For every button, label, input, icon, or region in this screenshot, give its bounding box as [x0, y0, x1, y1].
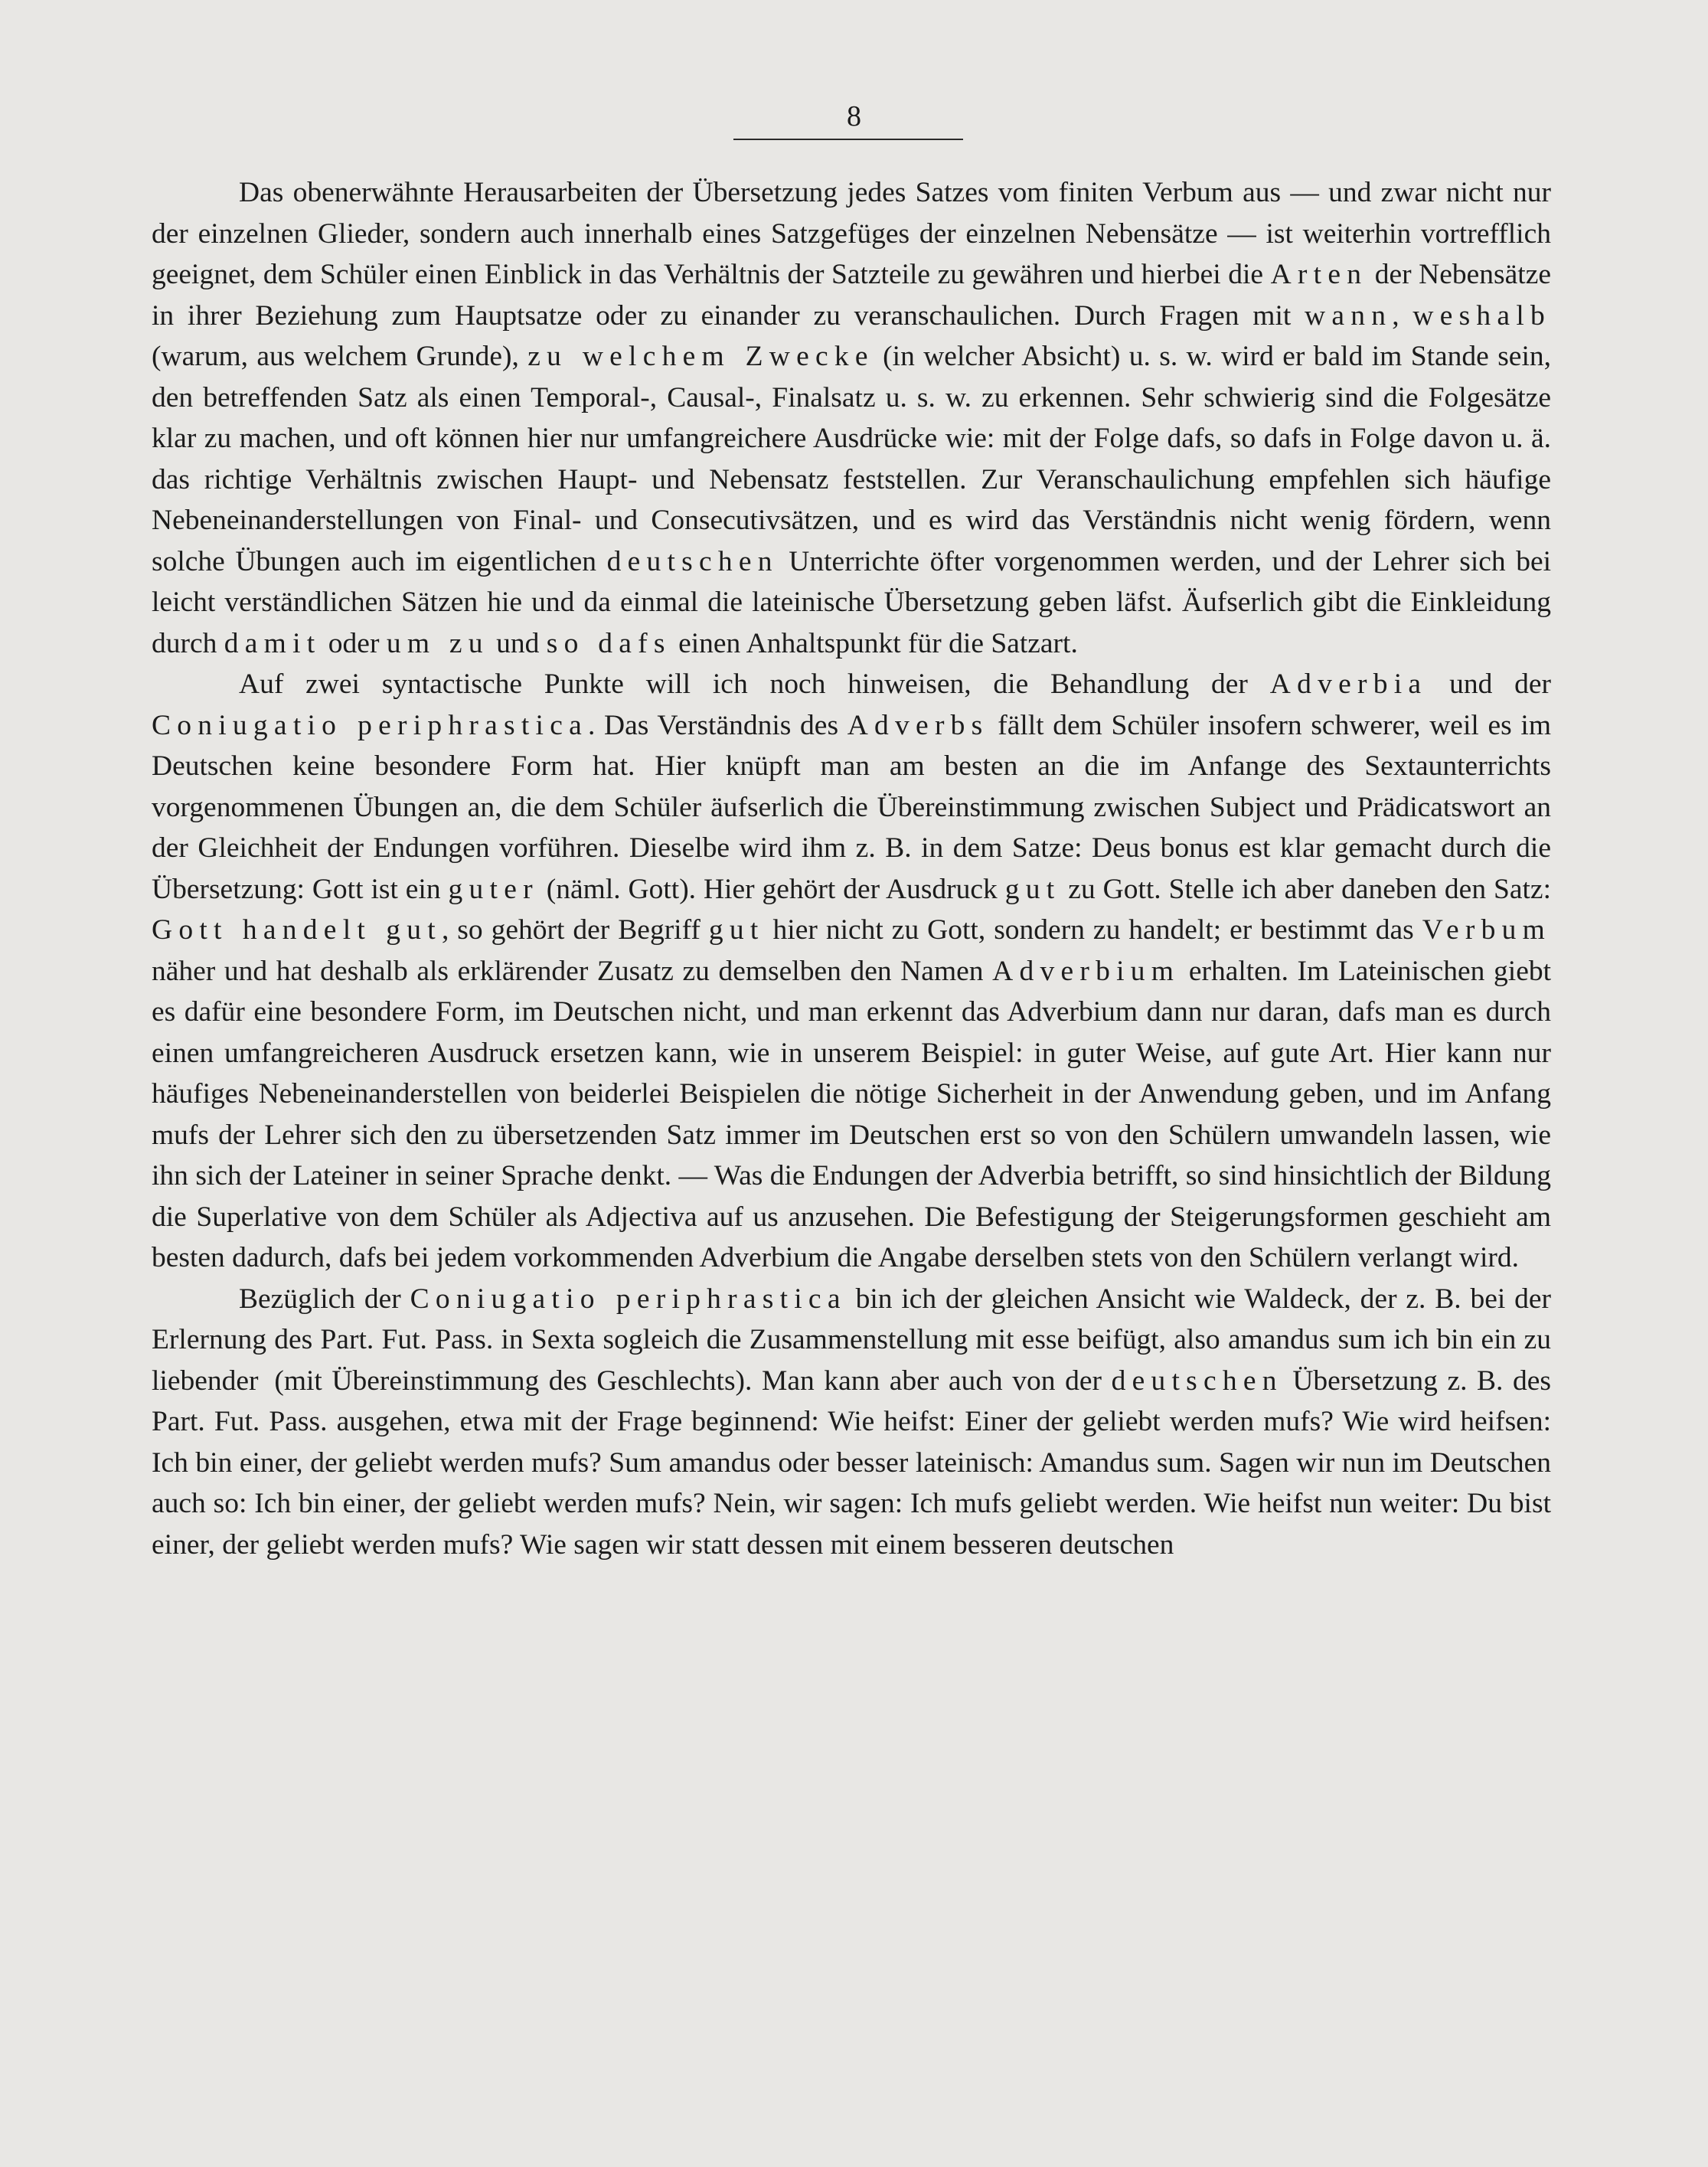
paragraph	[152, 1279, 1551, 1566]
emphasized-text: so dafs	[546, 627, 671, 659]
text-run: näher und hat deshalb als erklärender Zusatz zu demselben den Namen	[152, 955, 993, 987]
text-run: erhalten. Im Lateinischen giebt es dafür eine besondere Form, im Deutschen nicht, und man erkennt das Adverbium dann nur daran, dafs man es durch einen umfangreicheren Ausdruck ersetzen kann, wie in unserem Beispiel: in guter Weise, auf gute Art. Hier kann nur häufiges Nebeneinanderstellen von beiderlei Beispielen die nötige Sicherheit in der Anwendung geben, und im Anfang mufs der Lehrer sich den zu übersetzenden Satz immer im Deutschen erst so von den Schülern umwandeln lassen, wie ihn sich der Lateiner in seiner Sprache denkt. — Was die Endungen der Adverbia betrifft, so sind hinsichtlich der Bildung die Superlative von dem Schüler als Adjectiva auf us anzusehen. Die Befestigung der Steigerungsformen geschieht am besten dadurch, dafs bei jedem vorkommenden Adverbium die Angabe derselben stets von den Schülern verlangt wird.	[152, 955, 1552, 1273]
emphasized-text: Coniugatio periphrastica	[410, 1283, 847, 1315]
emphasized-text: weshalb	[1412, 299, 1551, 332]
paragraph	[152, 664, 1551, 1279]
emphasized-text: Adverbium	[992, 955, 1181, 987]
emphasized-text: Gott handelt gut	[152, 914, 442, 946]
text-run: der Nebensätze in ihrer Beziehung zum Hauptsatze oder zu einander zu veranschaulichen. Durch Fragen mit	[152, 259, 1551, 332]
body-text	[152, 172, 1551, 1565]
emphasized-text: Arten	[1270, 259, 1368, 290]
emphasized-text: deutschen	[1111, 1365, 1283, 1397]
text-run: . Das Verständnis des	[588, 709, 847, 741]
text-run: hier nicht zu Gott, sondern zu handelt; er bestimmt das	[764, 914, 1422, 946]
text-run: einen Anhaltspunkt für die Satzart.	[671, 627, 1078, 659]
emphasized-text: Adverbia	[1269, 668, 1428, 700]
emphasized-text: deutschen	[606, 545, 779, 577]
text-run: ,	[1392, 299, 1413, 332]
text-run: (näml. Gott). Hier gehört der Ausdruck	[538, 873, 1005, 905]
text-run: , so gehört der Begriff	[441, 914, 709, 946]
text-run: bin ich der gleichen Ansicht wie Waldeck, der z. B. bei der Erlernung des Part. Fut. Pass. in Sexta sogleich die Zusammenstellung mit esse beifügt, also amandus sum ich bin ein zu liebende	[152, 1283, 1551, 1397]
emphasized-text: damit	[224, 627, 322, 659]
text-run: fällt dem Schüler insofern schwerer, weil es im Deutschen keine besondere Form hat. Hier knüpft man am besten an die im Anfange des Sextaunterrichts vorgenommenen Übungen an, die dem Schüler äufserlich die Übereinstimmung zwischen Subject und Prädicatswort an der Gleichheit der Endungen vorführen. Dieselbe wird ihm z. B. in dem Satze: Deus bonus est klar gemacht durch die Übersetzung: Gott ist ein	[152, 709, 1551, 905]
text-run: (in welcher Absicht) u. s. w. wird er bald im Stande sein, den betreffenden Satz als einen Temporal-, Causal-, Finalsatz u. s. w. zu erkennen. Sehr schwierig sind die Folgesätze klar zu machen, und oft können hier nur umfangreichere Ausdrücke wie: mit der Folge dafs, so dafs in Folge davon u. ä. das richtige Verhältnis zwischen Haupt- und Nebensatz feststellen. Zur Veranschaulichung empfehlen sich häufige Nebeneinanderstellungen von Final- und Consecutivsätzen, und es wird das Verständnis nicht wenig fördern, wenn solche Übungen auch im eigentlichen	[152, 341, 1551, 577]
emphasized-text: zu welchem Zwecke	[527, 341, 874, 372]
text-run: und	[488, 627, 547, 659]
emphasized-text: Verbum	[1422, 914, 1551, 946]
emphasized-text: gut	[708, 914, 765, 946]
emphasized-text: Adverbs	[847, 709, 989, 741]
text-run: Unterrichte öfter vorgenommen werden, und der Lehrer sich bei leicht verständlichen Sätzen hie und da einmal die lateinische Übersetzung geben läfst. Äufserlich gibt die Einkleidung durch	[152, 545, 1552, 659]
paragraph	[152, 172, 1551, 664]
emphasized-text: guter	[448, 873, 539, 905]
emphasized-text: gut	[1004, 873, 1061, 905]
text-run: Auf zwei syntactische Punkte will ich noch hinweisen, die Behandlung der	[239, 668, 1270, 700]
text-run: zu Gott. Stelle ich aber daneben den Satz:	[1060, 873, 1551, 905]
text-run: oder	[321, 627, 387, 659]
emphasized-text: wann	[1305, 299, 1393, 332]
emphasized-text: um zu	[386, 627, 489, 659]
text-run: Das obenerwähnte Herausarbeiten der Übersetzung jedes Satzes vom finiten Verbum aus — und zwar nicht nur der einzelnen Glieder, sondern auch innerhalb eines Satzgefüges der einzelnen Nebensätze — ist weiterhin vortrefflich geeignet, dem Schüler einen Einblick in das Verhältnis der Satzteile zu gewähren und hierbei die	[152, 177, 1551, 290]
text-run: und der	[1427, 668, 1551, 700]
text-run: Bezüglich der	[239, 1283, 410, 1315]
text-run: (mit Übereinstimmung des Geschlechts). Man kann aber auch von der	[264, 1365, 1112, 1397]
text-run: Übersetzung z. B. des Part. Fut. Pass. ausgehen, etwa mit der Frage beginnend: Wie heifst: Einer der geliebt werden mufs? Wie wird heifsen: Ich bin einer, der geliebt werden mufs? Sum amandus oder besser lateinisch: Amandus sum. Sagen wir nun im Deutschen auch so: Ich bin einer, der geliebt werden mufs? Nein, wir sagen: Ich mufs geliebt werden. Wie heifst nun weiter: Du bist einer, der geliebt werden mufs? Wie sagen wir statt dessen mit einem besseren deutschen	[152, 1365, 1551, 1561]
text-run: (warum, aus welchem Grunde),	[152, 341, 528, 372]
page-number: 8	[847, 100, 861, 132]
emphasized-text: Coniugatio periphrastica	[152, 709, 588, 741]
emphasized-text: r	[249, 1365, 265, 1397]
header-rule	[733, 139, 963, 140]
